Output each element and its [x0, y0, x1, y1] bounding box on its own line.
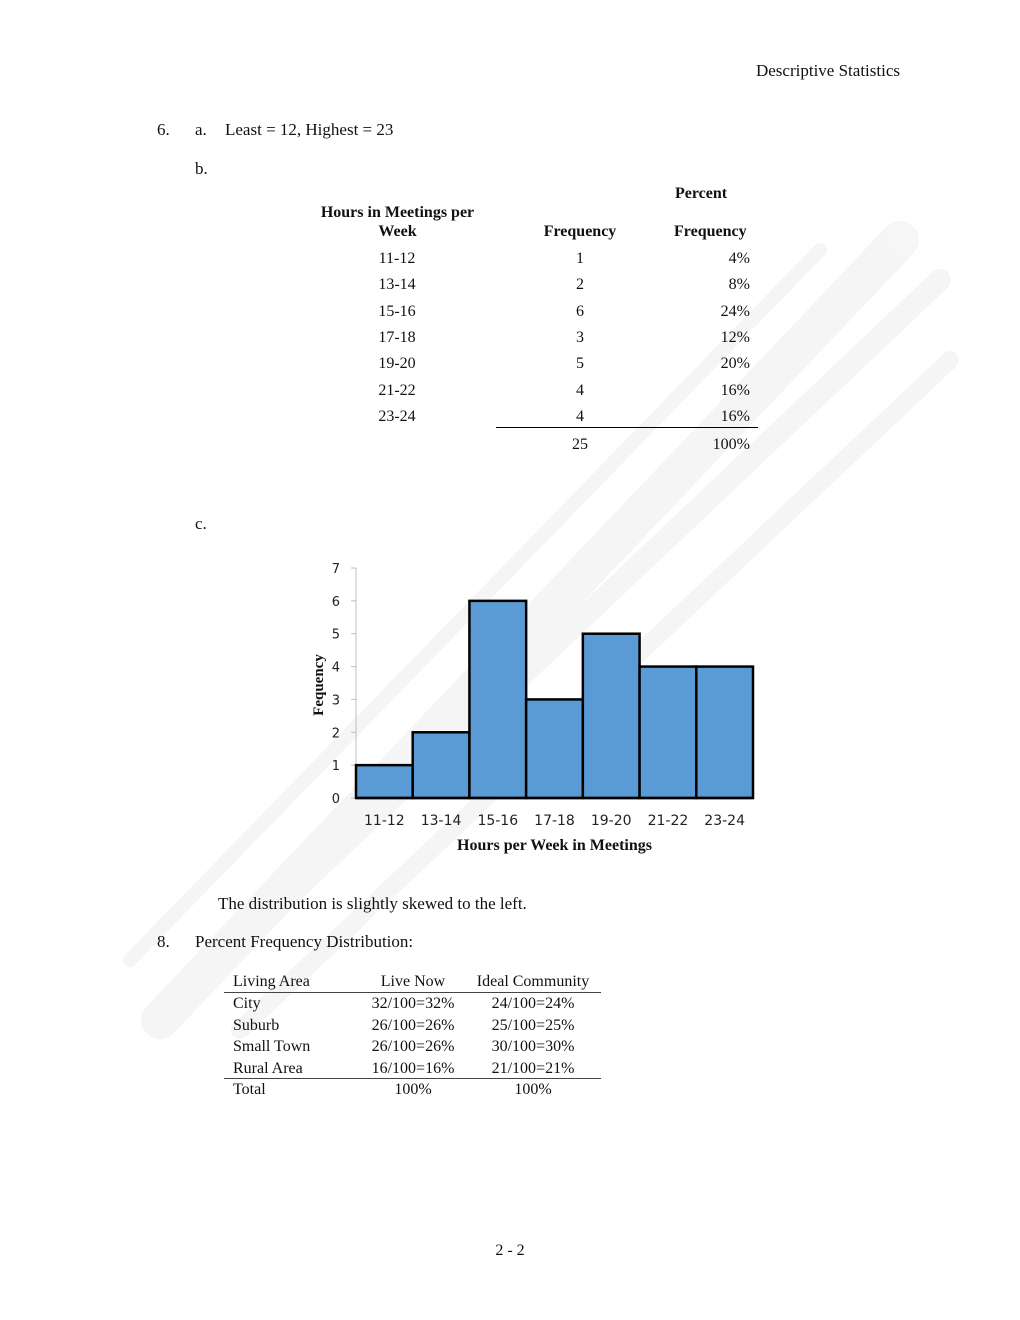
histogram-bar [356, 765, 413, 798]
part-a-label: a. [195, 120, 207, 139]
percent-header-line1: Percent [674, 185, 728, 202]
total-rule [224, 1078, 601, 1079]
area-row-name: Rural Area [233, 1059, 303, 1077]
part-b-label: b. [195, 159, 208, 178]
total-percent: 100% [712, 436, 750, 453]
y-axis-label: Fequency [311, 654, 327, 716]
table-total-rule [496, 427, 758, 428]
area-row-live-now: 26/100=26% [371, 1038, 455, 1055]
freq-row-frequency: 5 [576, 355, 584, 373]
y-tick-label: 5 [331, 627, 340, 643]
running-title: Descriptive Statistics [755, 61, 900, 80]
area-row-live-now: 16/100=16% [371, 1059, 455, 1077]
y-tick-label: 7 [331, 562, 340, 577]
area-row-ideal: 30/100=30% [491, 1038, 575, 1055]
part-a-answer: Least = 12, Highest = 23 [225, 120, 394, 139]
question-8-number: 8. [157, 932, 170, 951]
histogram-bar [696, 667, 753, 798]
hours-header-line1: Hours in Meetings per [320, 204, 475, 221]
total-live-now: 100% [394, 1081, 432, 1098]
freq-row-percent: 16% [720, 381, 750, 399]
histogram-bar [640, 667, 697, 798]
x-tick-label: 15-16 [477, 813, 519, 829]
y-tick-label: 6 [331, 594, 340, 610]
total-frequency: 25 [572, 436, 588, 453]
page-number: 2 - 2 [495, 1242, 525, 1259]
x-axis-label: Hours per Week in Meetings [457, 837, 652, 854]
histogram-bar [413, 732, 470, 798]
y-tick-label: 2 [331, 726, 340, 742]
x-tick-label: 13-14 [420, 813, 462, 829]
histogram-bar [526, 699, 583, 798]
y-tick-label: 0 [331, 792, 340, 807]
distribution-conclusion: The distribution is slightly skewed to the left. [218, 894, 527, 913]
freq-row-frequency: 2 [576, 276, 584, 294]
area-row-ideal: 21/100=21% [491, 1059, 575, 1077]
area-row-name: Small Town [233, 1038, 311, 1055]
histogram-chart [300, 550, 770, 860]
freq-row-frequency: 4 [576, 407, 584, 425]
x-tick-label: 23-24 [704, 813, 745, 829]
freq-row-hours: 23-24 [378, 407, 416, 425]
freq-row-hours: 13-14 [378, 276, 416, 294]
question-8-title: Percent Frequency Distribution: [195, 932, 414, 951]
freq-row-percent: 16% [720, 407, 750, 425]
freq-row-percent: 12% [720, 328, 750, 346]
total-ideal-community: 100% [514, 1081, 552, 1098]
freq-row-hours: 21-22 [378, 381, 416, 399]
freq-row-frequency: 1 [576, 250, 584, 267]
histogram-bar [469, 601, 526, 798]
freq-row-percent: 20% [720, 355, 750, 373]
x-tick-label: 17-18 [534, 813, 575, 829]
freq-row-percent: 4% [728, 250, 750, 267]
part-c-label: c. [195, 514, 207, 533]
y-tick-label: 3 [331, 693, 340, 709]
y-tick-label: 1 [331, 759, 340, 775]
col-header-live-now: Live Now [380, 973, 446, 990]
y-tick-label: 4 [331, 660, 340, 676]
area-row-name: Suburb [233, 1016, 280, 1034]
freq-row-hours: 17-18 [378, 328, 416, 346]
header-rule [224, 992, 601, 993]
freq-row-hours: 19-20 [378, 355, 416, 373]
freq-row-frequency: 6 [576, 302, 584, 320]
area-row-live-now: 26/100=26% [371, 1016, 455, 1034]
x-tick-label: 21-22 [647, 813, 689, 829]
freq-row-frequency: 3 [576, 328, 584, 346]
x-tick-label: 11-12 [364, 813, 405, 829]
area-row-ideal: 24/100=24% [491, 995, 575, 1012]
col-header-ideal-community: Ideal Community [476, 973, 590, 990]
hours-header-line2: Week [378, 223, 417, 240]
percent-header-line2: Frequency [674, 223, 747, 240]
freq-row-hours: 11-12 [378, 250, 416, 267]
frequency-header: Frequency [543, 223, 617, 240]
freq-row-frequency: 4 [576, 381, 584, 399]
freq-row-percent: 8% [728, 276, 750, 294]
col-header-living-area: Living Area [233, 973, 310, 990]
total-label: Total [233, 1081, 266, 1098]
freq-row-hours: 15-16 [378, 302, 416, 320]
histogram-bar [583, 634, 640, 798]
area-row-ideal: 25/100=25% [491, 1016, 575, 1034]
x-tick-label: 19-20 [590, 813, 632, 829]
area-row-name: City [233, 995, 261, 1012]
freq-row-percent: 24% [720, 302, 750, 320]
area-row-live-now: 32/100=32% [371, 995, 455, 1012]
question-6-number: 6. [157, 120, 170, 139]
